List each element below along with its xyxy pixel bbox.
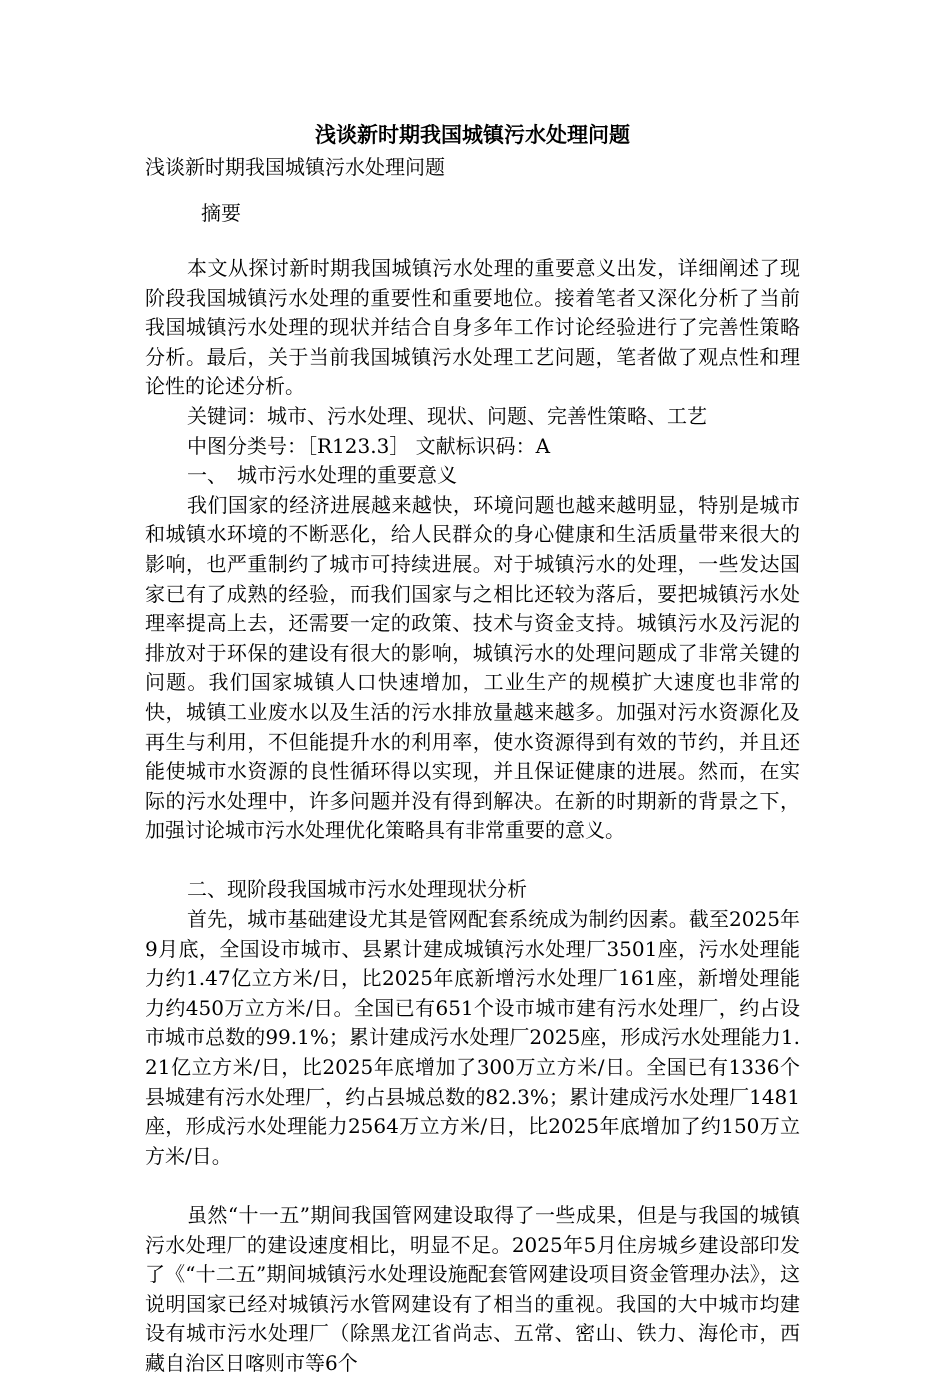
section-2-paragraph-2: 虽然“十一五”期间我国管网建设取得了一些成果，但是与我国的城镇污水处理厂的建设速度相比，明显不足。2025年5月住房城乡建设部印发了《“十二五”期间城镇污水处理设施配套管网建设项目资金管理办法》，这说明国家已经对城镇污水管网建设有了相当的重视。我国的大中城市均建设有城市污水处理厂（除黑龙江省尚志、五常、密山、铁力、海伦市，西藏自治区日喀则市等6个 [145, 1203, 800, 1375]
document-subtitle: 浅谈新时期我国城镇污水处理问题 [145, 155, 445, 179]
section-1-heading: 一、 城市污水处理的重要意义 [187, 463, 457, 488]
keywords-line: 关键词：城市、污水处理、现状、问题、完善性策略、工艺 [187, 403, 707, 428]
document-title: 浅谈新时期我国城镇污水处理问题 [315, 122, 630, 147]
document-page [145, 118, 800, 1379]
section-2-paragraph-1: 首先，城市基础建设尤其是管网配套系统成为制约因素。截至2025年9月底，全国设市城市、县累计建成城镇污水处理厂3501座，污水处理能力约1.47亿立方米/日，比2025年底新增污水处理厂161座，新增处理能力约450万立方米/日。全国已有651个设市城市建有污水处理厂，约占设市城市总数的99.1%；累计建成污水处理厂2025座，形成污水处理能力1.21亿立方米/日，比2025年底增加了300万立方米/日。全国已有1336个县城建有污水处理厂，约占县城总数的82.3%；累计建成污水处理厂1481座，形成污水处理能力2564万立方米/日，比2025年底增加了约150万立方米/日。 [145, 907, 800, 1168]
paragraph-gap [145, 1171, 800, 1201]
abstract-text: 本文从探讨新时期我国城镇污水处理的重要意义出发，详细阐述了现阶段我国城镇污水处理的重要性和重要地位。接着笔者又深化分析了当前我国城镇污水处理的现状并结合自身多年工作讨论经验进行了完善性策略分析。最后，关于当前我国城镇污水处理工艺问题，笔者做了观点性和理论性的论述分析。 [145, 256, 800, 399]
abstract-heading: 摘要 [201, 201, 241, 225]
section-1-body: 我们国家的经济进展越来越快，环境问题也越来越明显，特别是城市和城镇水环境的不断恶化，给人民群众的身心健康和生活质量带来很大的影响，也严重制约了城市可持续进展。对于城镇污水的处理，一些发达国家已有了成熟的经验，而我们国家与之相比还较为落后，要把城镇污水处理率提高上去，还需要一定的政策、技术与资金支持。城镇污水及污泥的排放对于环保的建设有很大的影响，城镇污水的处理问题成了非常关键的问题。我们国家城镇人口快速增加，工业生产的规模扩大速度也非常的快，城镇工业废水以及生活的污水排放量越来越多。加强对污水资源化及再生与利用，不但能提升水的利用率，使水资源得到有效的节约，并且还能使城市水资源的良性循环得以实现，并且保证健康的进展。然而，在实际的污水处理中，许多问题并没有得到解决。在新的时期新的背景之下，加强讨论城市污水处理优化策略具有非常重要的意义。 [145, 492, 800, 843]
section-2-heading: 二、现阶段我国城市污水处理现状分析 [187, 877, 527, 902]
classification-line: 中图分类号：［R123.3］ 文献标识码：A [187, 433, 551, 458]
paragraph-gap [145, 846, 800, 876]
